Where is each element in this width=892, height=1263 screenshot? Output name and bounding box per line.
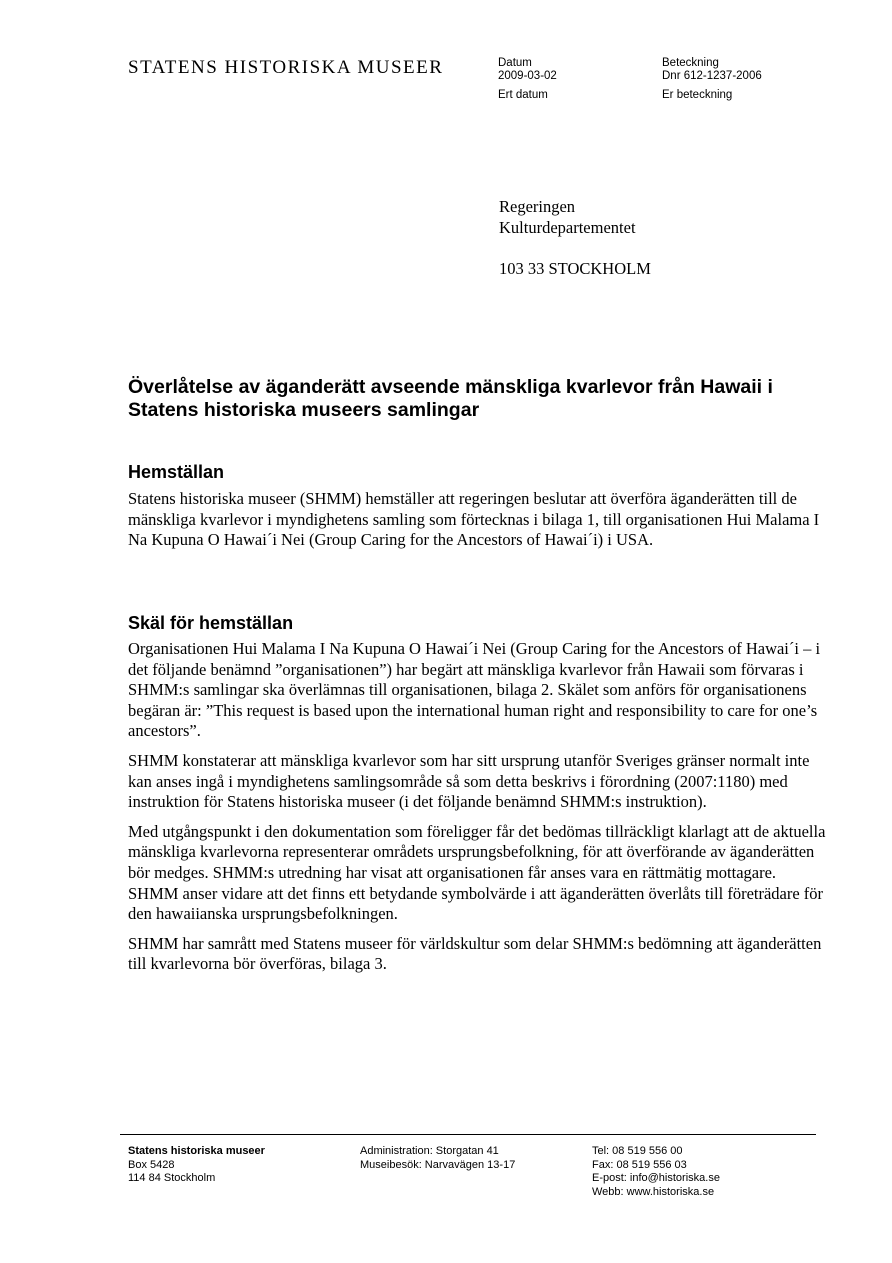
paragraph: Med utgångspunkt i den dokumentation som föreligger får det bedömas tillräckligt klarlagt att de aktuella mänskliga kvarlevorna representerar områdets ursprungsbefolkning, för att överförande av äganderätten bör medges. SHMM:s utredning har visat att organisationen får anses vara en rättmätig mottagare. SHMM anser vidare att det finns ett betydande symbolvärde i att äganderätten överlåts till företrädare för den hawaiianska ursprungsbefolkningen. [128,821,826,924]
section-body-reasons [128,639,828,975]
footer-administration: Administration: Storgatan 41 [360,1145,499,1157]
date-label: Datum [498,57,532,69]
footer-contact-column [592,1145,720,1199]
letterhead-logotype: STATENS HISTORISKA MUSEER [128,57,444,78]
footer-web: Webb: www.historiska.se [592,1185,715,1198]
paragraph: SHMM konstaterar att mänskliga kvarlevor som har sitt ursprung utanför Sveriges gränser normalt inte kan anses ingå i myndighetens samlingsområde så som detta beskrivs i förordning (2007:1180) med instruktion för Statens historiska museer (i det följande benämnd SHMM:s instruktion). [128,750,810,812]
footer-org-name: Statens historiska museer [128,1145,265,1157]
footer-address-column [128,1145,265,1186]
recipient-line-2: Kulturdepartementet [499,218,636,237]
footer-email: E-post: info@historiska.se [592,1172,720,1184]
date-value: 2009-03-02 [498,70,557,82]
reference-block [662,57,762,102]
reference-label: Beteckning [662,57,719,69]
your-reference-label: Er beteckning [662,89,733,101]
paragraph: Organisationen Hui Malama I Na Kupuna O Hawai´i Nei (Group Caring for the Ancestors of Hawai´i – i det följande benämnd ”organisationen”) har begärt att mänskliga kvarlevor från Hawaii som förvaras i SHMM:s samlingar ska överlämnas till organisationen, bilaga 2. Skälet som anförs för organisationens begäran är: ”This request is based upon the international human right and responsibility to care for one’s ancestors”. [128,639,821,741]
footer-postal: 114 84 Stockholm [128,1172,216,1184]
document-title: Överlåtelse av äganderätt avseende mänskliga kvarlevor från Hawaii i Statens historiska museers samlingar [128,376,773,421]
section-heading-reasons: Skäl för hemställan [128,613,294,633]
paragraph: Statens historiska museer (SHMM) hemställer att regeringen beslutar att överföra äganderätten till de mänskliga kvarlevor i myndighetens samling som förtecknas i bilaga 1, till organisationen Hui Malama I Na Kupuna O Hawai´i Nei (Group Caring for the Ancestors of Hawai´i) i USA. [128,489,820,550]
footer-tel: Tel: 08 519 556 00 [592,1145,683,1157]
date-block [498,57,557,102]
footer-box: Box 5428 [128,1158,175,1171]
your-date-label: Ert datum [498,89,548,101]
footer-divider [120,1134,816,1135]
recipient-address [499,196,651,279]
section-body-request [128,489,828,551]
footer-visit-column [360,1145,515,1172]
footer-visit: Museibesök: Narvavägen 13-17 [360,1158,516,1171]
recipient-line-1: Regeringen [499,197,576,216]
reference-value: Dnr 612-1237-2006 [662,70,762,82]
paragraph: SHMM har samrått med Statens museer för världskultur som delar SHMM:s bedömning att äganderätten till kvarlevorna bör överföras, bilaga 3. [128,933,822,974]
footer-fax: Fax: 08 519 556 03 [592,1158,687,1171]
section-heading-request: Hemställan [128,462,225,482]
recipient-city: 103 33 STOCKHOLM [499,259,651,278]
